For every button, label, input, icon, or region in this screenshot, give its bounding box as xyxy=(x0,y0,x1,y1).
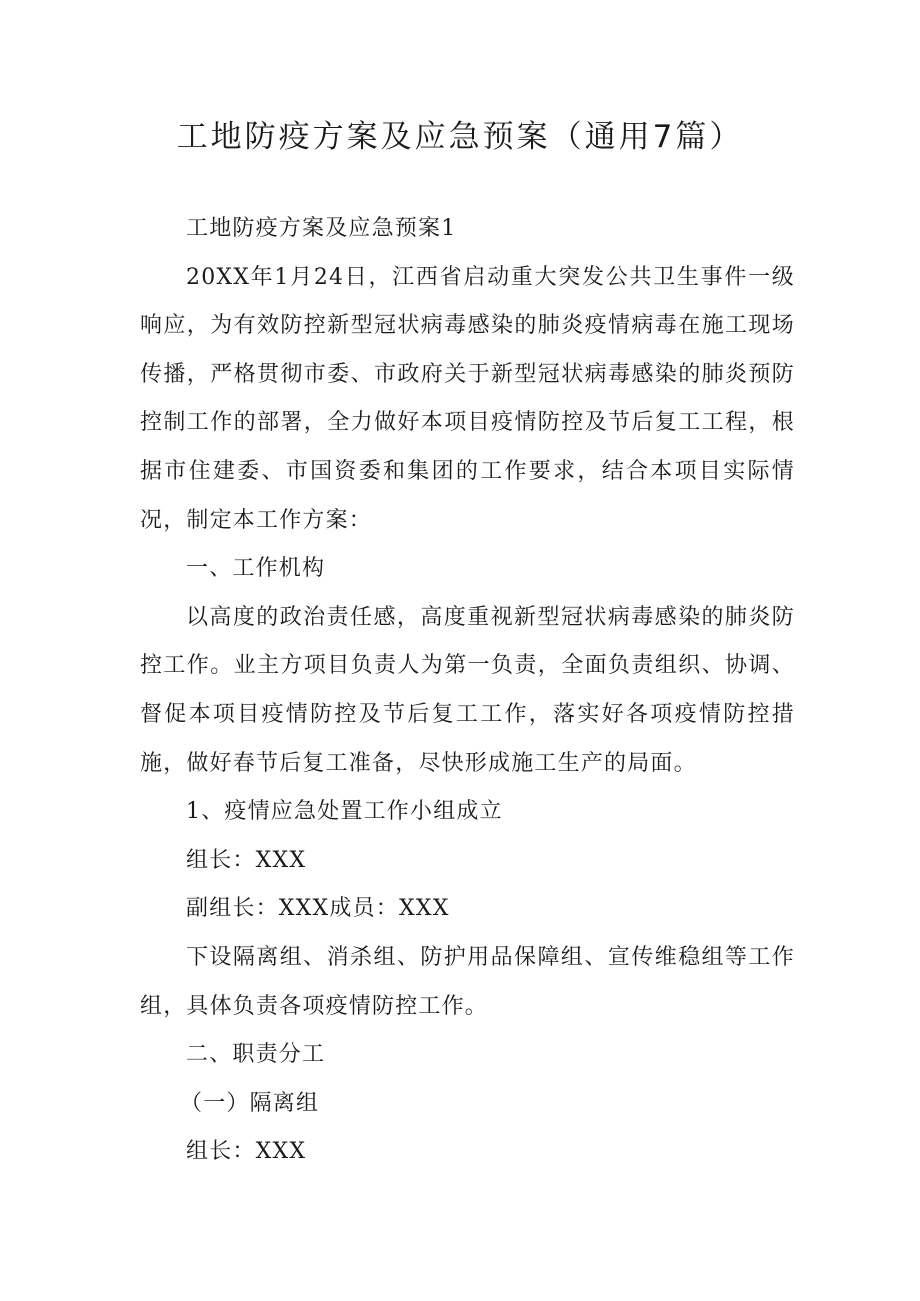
paragraph-working-groups: 下设隔离组、消杀组、防护用品保障组、宣传维稳组等工作组，具体负责各项疫情防控工作。 xyxy=(140,944,795,1019)
paragraph-leader: 组长：XXX xyxy=(186,847,307,873)
paragraph-leader: 组长：XXX xyxy=(186,1139,307,1165)
document-body xyxy=(140,205,795,1177)
document-title: 工地防疫方案及应急预案（通用7篇） xyxy=(176,119,744,155)
section-heading: 二、职责分工 xyxy=(186,1042,326,1068)
paragraph-deputy-members: 副组长：XXX成员：XXX xyxy=(186,896,450,922)
section-heading: 工地防疫方案及应急预案1 xyxy=(186,216,457,241)
paragraph-intro: 20XX年1月24日，江西省启动重大突发公共卫生事件一级响应，为有效防控新型冠状病毒感染的肺炎疫情病毒在施工现场传播，严格贯彻市委、市政府关于新型冠状病毒感染的肺炎预防控制工作的部署，全力做好本项目疫情防控及节后复工工程，根据市住建委、市国资委和集团的工作要求，结合本项目实际情况，制定本工作方案： xyxy=(140,264,795,533)
paragraph-organization: 以高度的政治责任感，高度重视新型冠状病毒感染的肺炎防控工作。业主方项目负责人为第一负责，全面负责组织、协调、督促本项目疫情防控及节后复工工作，落实好各项疫情防控措施，做好春节后复工准备，尽快形成施工生产的局面。 xyxy=(140,604,795,776)
subsection-heading: （一）隔离组 xyxy=(180,1090,320,1116)
section-heading: 一、工作机构 xyxy=(186,556,326,582)
subsection-heading: 1、疫情应急处置工作小组成立 xyxy=(186,799,503,825)
